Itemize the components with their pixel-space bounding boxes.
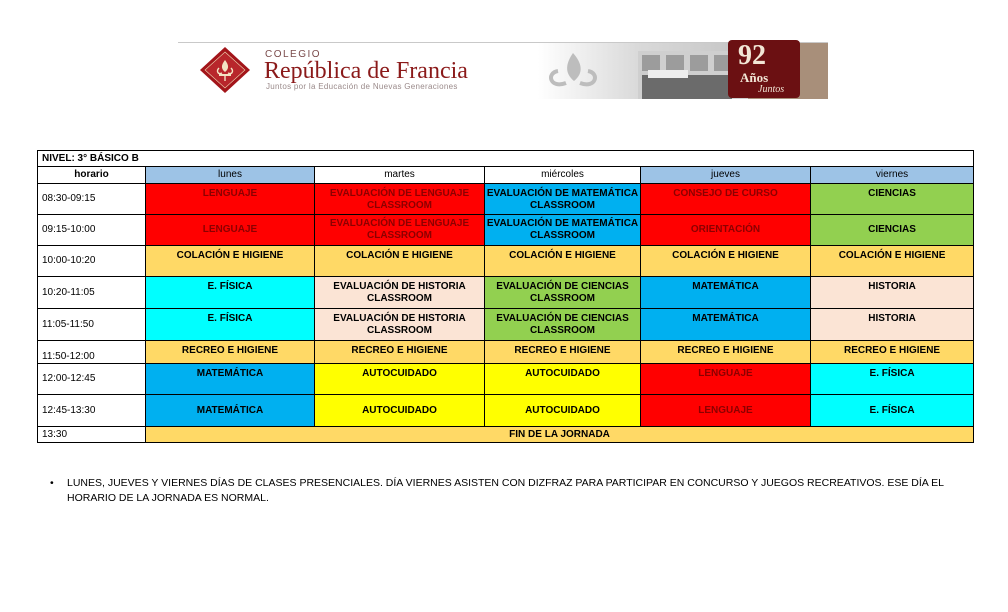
schedule-cell: AUTOCUIDADO xyxy=(485,395,641,427)
time-cell: 11:50-12:00 xyxy=(38,341,146,364)
header-row xyxy=(38,167,974,184)
schedule-cell: COLACIÓN E HIGIENE xyxy=(146,246,315,277)
time-cell: 09:15-10:00 xyxy=(38,215,146,246)
schedule-cell: EVALUACIÓN DE CIENCIAS CLASSROOM xyxy=(485,277,641,309)
header-lunes: lunes xyxy=(146,167,315,184)
anniversary-badge xyxy=(724,38,804,100)
bullet-icon: • xyxy=(50,477,54,489)
table-row xyxy=(38,395,974,427)
time-cell: 08:30-09:15 xyxy=(38,184,146,215)
schedule-cell: RECREO E HIGIENE xyxy=(315,341,485,364)
note-text: LUNES, JUEVES Y VIERNES DÍAS DE CLASES PRESENCIALES. DÍA VIERNES ASISTEN CON DIZFRAZ PARA PARTICIPAR EN CONCURSO Y JUEGOS RECREATIVOS. ESE DÍA EL HORARIO DE LA JORNADA ES NORMAL. xyxy=(67,477,944,504)
schedule-cell: EVALUACIÓN DE HISTORIA CLASSROOM xyxy=(315,277,485,309)
schedule-cell: COLACIÓN E HIGIENE xyxy=(485,246,641,277)
schedule-cell: MATEMÁTICA xyxy=(146,364,315,395)
school-banner xyxy=(178,42,828,100)
table-row xyxy=(38,341,974,364)
school-tagline: Juntos por la Educación de Nuevas Generaciones xyxy=(266,82,458,91)
time-cell: 12:00-12:45 xyxy=(38,364,146,395)
school-name: República de Francia xyxy=(264,58,468,84)
schedule-cell: RECREO E HIGIENE xyxy=(485,341,641,364)
end-of-day-cell: FIN DE LA JORNADA xyxy=(146,427,974,443)
schedule-cell: MATEMÁTICA xyxy=(641,309,811,341)
anniversary-word: Años xyxy=(740,70,769,85)
schedule-cell: ORIENTACIÓN xyxy=(641,215,811,246)
schedule-cell: MATEMÁTICA xyxy=(146,395,315,427)
header-horario: horario xyxy=(38,167,146,184)
schedule-cell: COLACIÓN E HIGIENE xyxy=(315,246,485,277)
schedule-cell: E. FÍSICA xyxy=(811,395,974,427)
schedule-cell: AUTOCUIDADO xyxy=(315,364,485,395)
anniversary-script: Juntos xyxy=(758,84,785,95)
schedule-cell: CIENCIAS xyxy=(811,215,974,246)
schedule-cell: AUTOCUIDADO xyxy=(485,364,641,395)
header-viernes: viernes xyxy=(811,167,974,184)
table-row xyxy=(38,215,974,246)
schedule-cell: E. FÍSICA xyxy=(146,309,315,341)
time-cell: 11:05-11:50 xyxy=(38,309,146,341)
time-cell: 10:00-10:20 xyxy=(38,246,146,277)
header-jueves: jueves xyxy=(641,167,811,184)
schedule-cell: LENGUAJE xyxy=(146,184,315,215)
schedule-cell: COLACIÓN E HIGIENE xyxy=(811,246,974,277)
table-row xyxy=(38,184,974,215)
schedule-cell: RECREO E HIGIENE xyxy=(641,341,811,364)
table-row xyxy=(38,309,974,341)
school-shield-logo xyxy=(198,46,252,94)
table-row xyxy=(38,427,974,443)
schedule-cell: EVALUACIÓN DE MATEMÁTICA CLASSROOM xyxy=(485,215,641,246)
table-row xyxy=(38,246,974,277)
schedule-cell: RECREO E HIGIENE xyxy=(811,341,974,364)
header-martes: martes xyxy=(315,167,485,184)
time-cell: 12:45-13:30 xyxy=(38,395,146,427)
schedule-cell: EVALUACIÓN DE MATEMÁTICA CLASSROOM xyxy=(485,184,641,215)
schedule-cell: CONSEJO DE CURSO xyxy=(641,184,811,215)
table-row xyxy=(38,277,974,309)
schedule-cell: EVALUACIÓN DE LENGUAJE CLASSROOM xyxy=(315,184,485,215)
schedule-cell: HISTORIA xyxy=(811,277,974,309)
level-row xyxy=(38,151,974,167)
schedule-cell: E. FÍSICA xyxy=(811,364,974,395)
schedule-cell: EVALUACIÓN DE LENGUAJE CLASSROOM xyxy=(315,215,485,246)
schedule-cell: EVALUACIÓN DE CIENCIAS CLASSROOM xyxy=(485,309,641,341)
school-label-small: COLEGIO xyxy=(265,49,322,60)
schedule-cell: LENGUAJE xyxy=(641,395,811,427)
header-miercoles: miércoles xyxy=(485,167,641,184)
anniversary-number: 92 xyxy=(738,40,766,71)
schedule-cell: COLACIÓN E HIGIENE xyxy=(641,246,811,277)
level-label: NIVEL: 3° BÁSICO B xyxy=(38,151,974,167)
class-schedule-table xyxy=(37,150,974,443)
table-row xyxy=(38,364,974,395)
schedule-cell: HISTORIA xyxy=(811,309,974,341)
time-cell: 10:20-11:05 xyxy=(38,277,146,309)
schedule-cell: AUTOCUIDADO xyxy=(315,395,485,427)
schedule-cell: MATEMÁTICA xyxy=(641,277,811,309)
schedule-cell: CIENCIAS xyxy=(811,184,974,215)
schedule-cell: RECREO E HIGIENE xyxy=(146,341,315,364)
schedule-cell: EVALUACIÓN DE HISTORIA CLASSROOM xyxy=(315,309,485,341)
schedule-cell: LENGUAJE xyxy=(146,215,315,246)
schedule-cell: LENGUAJE xyxy=(641,364,811,395)
schedule-cell: E. FÍSICA xyxy=(146,277,315,309)
time-cell: 13:30 xyxy=(38,427,146,443)
